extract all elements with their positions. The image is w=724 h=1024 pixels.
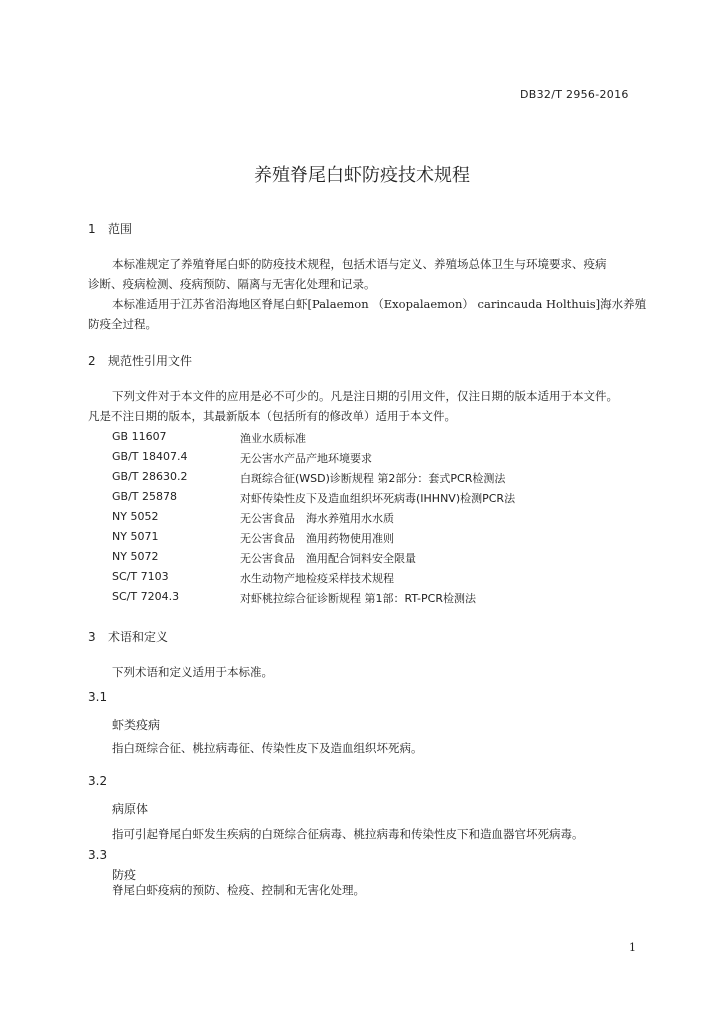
reference-code: GB 11607 (112, 430, 167, 443)
reference-code: GB/T 28630.2 (112, 470, 188, 483)
standard-code: DB32/T 2956-2016 (520, 88, 629, 101)
term-number: 3.1 (88, 690, 108, 704)
term-number: 3.3 (88, 848, 108, 862)
section-title: 规范性引用文件 (108, 354, 193, 368)
paragraph-line: 防疫全过程。 (88, 317, 157, 331)
reference-code: SC/T 7103 (112, 570, 169, 583)
section-1-heading (88, 220, 132, 237)
term-definition: 指可引起脊尾白虾发生疾病的白斑综合征病毒、桃拉病毒和传染性皮下和造血器官坏死病毒。 (112, 827, 584, 841)
section-title: 术语和定义 (108, 630, 169, 644)
paragraph-line: 本标准适用于江苏省沿海地区脊尾白虾[Palaemon （Exopalaemon） carincauda Holthuis]海水养殖 (112, 297, 647, 311)
reference-code: NY 5071 (112, 530, 159, 543)
section-title: 范围 (108, 222, 133, 236)
reference-code: GB/T 25878 (112, 490, 177, 503)
term-definition: 指白斑综合征、桃拉病毒征、传染性皮下及造血组织坏死病。 (112, 741, 423, 755)
section-3-heading (88, 628, 168, 645)
reference-code: SC/T 7204.3 (112, 590, 180, 603)
reference-title: 无公害水产品产地环境要求 (240, 452, 372, 465)
paragraph-line: 凡是不注日期的版本，其最新版本（包括所有的修改单）适用于本文件。 (88, 409, 456, 423)
reference-code: NY 5052 (112, 510, 159, 523)
reference-title: 水生动物产地检疫采样技术规程 (240, 572, 394, 585)
term-name: 虾类疫病 (112, 718, 161, 732)
section-number: 2 (88, 354, 96, 368)
section-number: 3 (88, 630, 96, 644)
paragraph-line: 本标准规定了养殖脊尾白虾的防疫技术规程，包括术语与定义、养殖场总体卫生与环境要求、疫病 (112, 257, 607, 271)
term-name: 防疫 (112, 868, 137, 882)
reference-title: 对虾传染性皮下及造血组织坏死病毒(IHHNV)检测PCR法 (240, 492, 516, 505)
paragraph-line: 下列文件对于本文件的应用是必不可少的。凡是注日期的引用文件，仅注日期的版本适用于本文件。 (112, 389, 618, 403)
reference-title: 无公害食品 海水养殖用水水质 (240, 512, 394, 525)
reference-title: 对虾桃拉综合征诊断规程 第1部：RT-PCR检测法 (240, 592, 476, 605)
reference-code: GB/T 18407.4 (112, 450, 188, 463)
reference-title: 渔业水质标准 (240, 432, 306, 445)
paragraph-line: 诊断、疫病检测、疫病预防、隔离与无害化处理和记录。 (88, 277, 376, 291)
page-number: 1 (629, 941, 636, 954)
reference-title: 无公害食品 渔用药物使用准则 (240, 532, 394, 545)
reference-code: NY 5072 (112, 550, 159, 563)
reference-title: 无公害食品 渔用配合饲料安全限量 (240, 552, 416, 565)
section-number: 1 (88, 222, 96, 236)
document-title: 养殖脊尾白虾防疫技术规程 (254, 165, 470, 186)
term-name: 病原体 (112, 802, 149, 816)
reference-title: 白斑综合征(WSD)诊断规程 第2部分：套式PCR检测法 (240, 472, 506, 485)
term-definition: 脊尾白虾疫病的预防、检疫、控制和无害化处理。 (112, 883, 365, 897)
paragraph-line: 下列术语和定义适用于本标准。 (112, 665, 273, 679)
section-2-heading (88, 352, 192, 369)
term-number: 3.2 (88, 774, 108, 788)
